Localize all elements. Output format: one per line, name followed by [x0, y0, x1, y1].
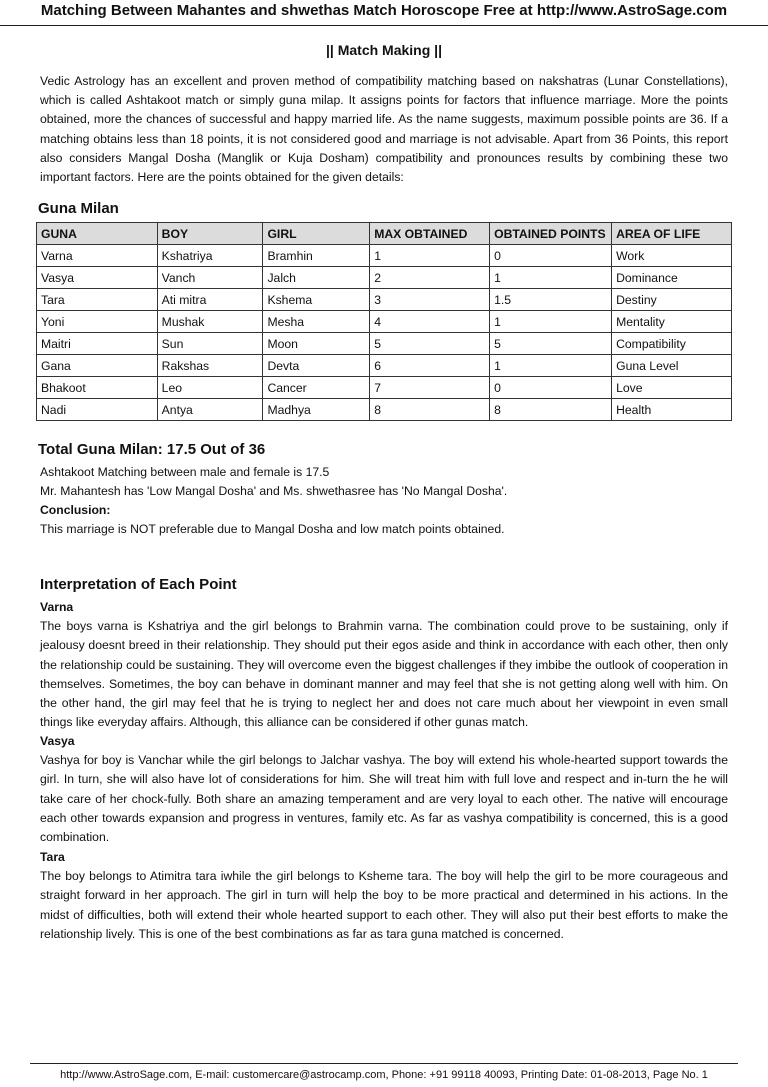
- cell-girl: Mesha: [263, 311, 370, 333]
- cell-guna: Maitri: [37, 333, 158, 355]
- table-row: [37, 245, 732, 267]
- cell-boy: Vanch: [157, 267, 263, 289]
- cell-max-obtained: 4: [370, 311, 490, 333]
- table-body: [37, 245, 732, 421]
- conclusion-text: This marriage is NOT preferable due to Mangal Dosha and low match points obtained.: [40, 522, 505, 536]
- cell-boy: Ati mitra: [157, 289, 263, 311]
- total-guna-milan: Total Guna Milan: 17.5 Out of 36: [38, 441, 266, 458]
- interpretation-title: Interpretation of Each Point: [40, 576, 237, 593]
- header-title: Matching Between Mahantes and shwethas Match Horoscope Free at http://www.AstroSage.com: [40, 2, 728, 19]
- cell-boy: Sun: [157, 333, 263, 355]
- cell-guna: Vasya: [37, 267, 158, 289]
- cell-girl: Bramhin: [263, 245, 370, 267]
- cell-guna: Yoni: [37, 311, 158, 333]
- cell-obtained-points: 5: [490, 333, 612, 355]
- cell-max-obtained: 1: [370, 245, 490, 267]
- page-subtitle: || Match Making ||: [325, 42, 442, 58]
- cell-obtained-points: 1: [490, 311, 612, 333]
- cell-girl: Cancer: [263, 377, 370, 399]
- header-guna: GUNA: [37, 223, 158, 245]
- table-row: [37, 267, 732, 289]
- cell-area-of-life: Love: [612, 377, 732, 399]
- cell-girl: Jalch: [263, 267, 370, 289]
- cell-boy: Antya: [157, 399, 263, 421]
- cell-guna: Bhakoot: [37, 377, 158, 399]
- cell-obtained-points: 1: [490, 267, 612, 289]
- cell-girl: Devta: [263, 355, 370, 377]
- cell-guna: Gana: [37, 355, 158, 377]
- cell-obtained-points: 0: [490, 245, 612, 267]
- guna-milan-title: Guna Milan: [38, 200, 119, 217]
- header-boy: BOY: [157, 223, 263, 245]
- header-area-of-life: AREA OF LIFE: [612, 223, 732, 245]
- cell-guna: Nadi: [37, 399, 158, 421]
- table-row: [37, 289, 732, 311]
- cell-boy: Rakshas: [157, 355, 263, 377]
- cell-boy: Kshatriya: [157, 245, 263, 267]
- table-header-row: [37, 223, 732, 245]
- point-name: Varna: [40, 600, 74, 614]
- point-text: Vashya for boy is Vanchar while the girl belongs to Jalchar vashya. The boy will extend his whole-hearted support towards the girl. In turn, she will also have lot of considerations for him. She will treat him with full love and respect and in-turn the he will take care of her chock-fully. Both share an amazing temperament and are very loyal to each other. The native will encourage each other towards expansion and progress in ventures, family etc. As far as vashya compatibility is concerned, this is a good combination.: [40, 753, 728, 845]
- cell-area-of-life: Mentality: [612, 311, 732, 333]
- cell-boy: Leo: [157, 377, 263, 399]
- table-row: [37, 377, 732, 399]
- conclusion-label: Conclusion:: [40, 503, 111, 517]
- summary-line-mangal-dosha: Mr. Mahantesh has 'Low Mangal Dosha' and Ms. shwethasree has 'No Mangal Dosha'.: [40, 484, 508, 498]
- point-text: The boys varna is Kshatriya and the girl belongs to Brahmin varna. The combination could prove to be sustaining, only if jealousy doesnt breed in their relationship. They should put their egos aside and think in accordance with each other, then only the relationship could be sustaining. They will overcome even the biggest challenges if they imbibe the outlook of cooperation in themselves. Sometimes, the boy can behave in dominant manner and may feel that she is not getting along well with him. On the other hand, the girl may feel that he is trying to neglect her and does not care much about her viewpoint in even small things like everyday affairs. Although, this alliance can be considered if other gunas match.: [40, 619, 728, 730]
- point-name: Vasya: [40, 734, 75, 748]
- header-max-obtained: MAX OBTAINED: [370, 223, 490, 245]
- cell-guna: Tara: [37, 289, 158, 311]
- point-vasya: [40, 732, 728, 847]
- cell-boy: Mushak: [157, 311, 263, 333]
- summary-line-ashtakoot: Ashtakoot Matching between male and female is 17.5: [40, 465, 330, 479]
- point-tara: [40, 848, 728, 944]
- cell-girl: Moon: [263, 333, 370, 355]
- cell-max-obtained: 6: [370, 355, 490, 377]
- cell-area-of-life: Work: [612, 245, 732, 267]
- cell-girl: Madhya: [263, 399, 370, 421]
- table-row: [37, 333, 732, 355]
- cell-obtained-points: 8: [490, 399, 612, 421]
- table-row: [37, 399, 732, 421]
- page-footer: http://www.AstroSage.com, E-mail: customercare@astrocamp.com, Phone: +91 99118 40093, Printing Date: 01-08-2013, Page No. 1: [30, 1063, 738, 1081]
- cell-area-of-life: Compatibility: [612, 333, 732, 355]
- cell-max-obtained: 7: [370, 377, 490, 399]
- cell-area-of-life: Destiny: [612, 289, 732, 311]
- header-girl: GIRL: [263, 223, 370, 245]
- point-varna: [40, 598, 728, 733]
- cell-max-obtained: 3: [370, 289, 490, 311]
- cell-max-obtained: 2: [370, 267, 490, 289]
- summary-block: [40, 463, 728, 539]
- guna-milan-table: [36, 222, 732, 421]
- table-row: [37, 311, 732, 333]
- cell-area-of-life: Health: [612, 399, 732, 421]
- header-obtained-points: OBTAINED POINTS: [490, 223, 612, 245]
- point-text: The boy belongs to Atimitra tara iwhile the girl belongs to Ksheme tara. The boy will help the girl to be more courageous and straight forward in her approach. The girl in turn will help the boy to be more practical and determined in his actions. In the midst of difficulties, both will extend their whole hearted support to each other. They will also put their best efforts to make the relationship lively. This is one of the best combinations as far as tara guna matched is concerned.: [40, 869, 728, 941]
- cell-max-obtained: 8: [370, 399, 490, 421]
- page-header: [0, 0, 768, 26]
- cell-area-of-life: Dominance: [612, 267, 732, 289]
- intro-paragraph: Vedic Astrology has an excellent and proven method of compatibility matching based on nakshatras (Lunar Constellations), which is called Ashtakoot match or simply guna milap. It assigns points for factors that influence marriage. More the points obtained, more the chances of successful and happy married life. As the name suggests, maximum possible points are 36. If a matching obtains less than 18 points, it is not considered good and marriage is not advisable. Apart from 36 Points, this report also considers Mangal Dosha (Manglik or Kuja Dosham) compatibility and pronounces results by combining these two important factors. Here are the points obtained for the given details:: [40, 74, 728, 185]
- table-row: [37, 355, 732, 377]
- cell-obtained-points: 1: [490, 355, 612, 377]
- cell-girl: Kshema: [263, 289, 370, 311]
- cell-max-obtained: 5: [370, 333, 490, 355]
- cell-obtained-points: 0: [490, 377, 612, 399]
- cell-area-of-life: Guna Level: [612, 355, 732, 377]
- point-name: Tara: [40, 850, 65, 864]
- cell-guna: Varna: [37, 245, 158, 267]
- cell-obtained-points: 1.5: [490, 289, 612, 311]
